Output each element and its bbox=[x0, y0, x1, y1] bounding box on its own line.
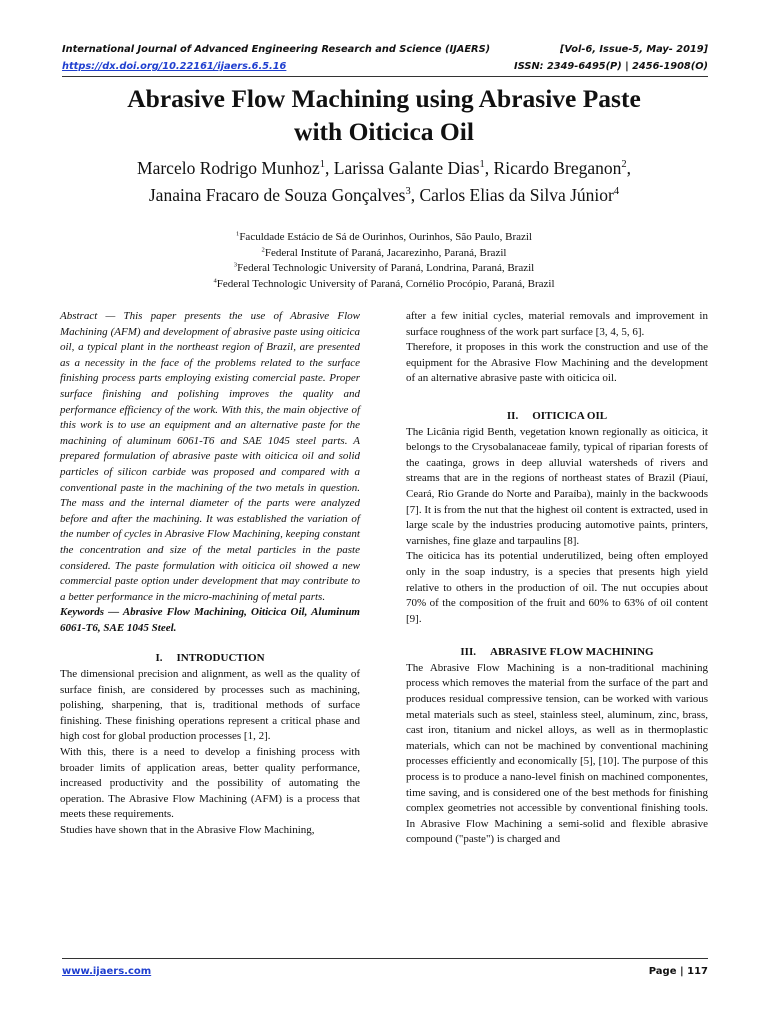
title-line-1: Abrasive Flow Machining using Abrasive Paste bbox=[127, 84, 641, 113]
right-column bbox=[406, 309, 708, 848]
section-number: I. bbox=[155, 652, 163, 665]
journal-name: International Journal of Advanced Engineering Research and Science (IJAERS) bbox=[62, 44, 491, 55]
section-heading-oiticica-oil bbox=[406, 409, 708, 425]
affiliations bbox=[40, 230, 728, 292]
issue-info: [Vol-6, Issue-5, May- 2019] bbox=[559, 44, 708, 55]
affiliation-3 bbox=[40, 261, 728, 277]
author-affil-mark: 1 bbox=[319, 159, 326, 171]
author-separator: , bbox=[626, 158, 631, 178]
author-affil-mark: 2 bbox=[621, 159, 627, 171]
paragraph: The Abrasive Flow Machining is a non-traditional machining process which removes the material from the surface of the part and produces residual compressive tension, can be worked with various metal materials such as steel, stainless steel, aluminum, zinc, brass, cast iron, titanium and nickel alloys, as well as in thermoplastic materials, which can not be machined by conventional machining processes efficiently and economically [5], [10]. The purpose of this process is to produce a nano-level finish on machined componentes, time saving, and is considered one of the best methods for finishing complex geometries not accessible by conventional finishing tools. In Abrasive Flow Machining a semi-solid and flexible abrasive compound ("paste") is charged and bbox=[406, 661, 708, 846]
author-name: , Carlos Elias da Silva Júnior bbox=[410, 185, 614, 205]
section-title: INTRODUCTION bbox=[176, 652, 265, 665]
affiliation-mark: 3 bbox=[233, 261, 238, 269]
author-name: Janaina Fracaro de Souza Gonçalves bbox=[148, 185, 406, 205]
section-number: II. bbox=[506, 409, 519, 422]
paragraph: Therefore, it proposes in this work the construction and use of the equipment for the Abrasive Flow Machining and the development of an alternative abrasive paste with oiticica oil. bbox=[406, 341, 708, 385]
paper-title bbox=[40, 82, 728, 148]
paragraph: The dimensional precision and alignment, as well as the quality of surface finish, are considered by processes such as machining, polishing, sharpening, that is, traditional methods of surface finishing. These finishing operations represent a critical phase and high cost for global production processes [1, 2]. bbox=[60, 668, 360, 743]
affiliation-text: Federal Technologic University of Paraná, Londrina, Paraná, Brazil bbox=[237, 262, 535, 274]
keywords: Keywords — Abrasive Flow Machining, Oiticica Oil, Aluminum 6061-T6, SAE 1045 Steel. bbox=[60, 606, 360, 634]
affiliation-text: Federal Technologic University of Paraná, Cornélio Procópio, Paraná, Brazil bbox=[216, 277, 555, 290]
affiliation-1 bbox=[40, 230, 728, 246]
website-link[interactable]: www.ijaers.com bbox=[62, 966, 152, 977]
issn-info: ISSN: 2349-6495(P) | 2456-1908(O) bbox=[514, 61, 708, 72]
page-number: Page | 117 bbox=[648, 966, 708, 977]
author-name: , Ricardo Breganon bbox=[484, 158, 622, 178]
spacer bbox=[406, 387, 708, 409]
author-list bbox=[40, 155, 728, 209]
paragraph: The Licânia rigid Benth, vegetation known regionally as oiticica, it belongs to the Crysobalanaceae family, typical of riparian forests of the caatinga, grows in deep alluvial watersheds of rivers and streams that are in the regions of northeast states of Brazil (Piauí, Ceará, Rio Grande do Norte and Paraíba), mainly in the backwoods [7]. It is from the nut that the highest oil content is extracted, used in large scale by the industries producing automotive paints, printers, varnishes, fine glaze and tarpaulins [8]. bbox=[406, 425, 708, 547]
paragraph: The oiticica has its potential underutilized, being often employed only in the soap industry, is a species that presents high yield relative to others in the production of oil. The nut occupies about 70% of the composition of the fruit and 60% to 63% of oil content [9]. bbox=[406, 550, 708, 625]
affiliation-mark: 2 bbox=[261, 245, 265, 253]
section-heading-introduction bbox=[60, 651, 360, 667]
author-name: , Larissa Galante Dias bbox=[325, 158, 480, 178]
section-title: OITICICA OIL bbox=[532, 409, 608, 422]
section-heading-abrasive-flow-machining bbox=[406, 645, 708, 661]
spacer bbox=[60, 636, 360, 651]
left-column bbox=[60, 309, 360, 839]
author-affil-mark: 1 bbox=[479, 159, 485, 171]
abstract: Abstract — This paper presents the use of Abrasive Flow Machining (AFM) and development of abrasive paste using oiticica oil, a typical plant in the northeast region of Brazil, are presented as a necessity in the face of the problems related to the surface finishing process parts employing existing comercial paste. Proper surface finishing and polishing improves the quality and performance efficiency of the work. With this, the main objective of this work is to use an equipment and an alternative paste for the machining of aluminum 6061-T6 and SAE 1045 steel parts. A prepared formulation of abrasive paste with oiticica oil and solid particles of silicon carbide was proposed and compared with a conventional paste in the machining of the two metals in question. The mass and the internal diameter of the parts were analyzed before and after the machining. It was established the variation of the number of cycles in Abrasive Flow Machining, keeping constant the concentration and size of the metal particles in the paste considered. The paste formulation with oiticica oil showed a new commercial paste option under development that may contribute to a better performance in the micro-machining of metal parts. bbox=[60, 310, 360, 603]
paragraph: With this, there is a need to develop a finishing process with broader limits of application areas, better quality performance, increased productivity and the possibility of automating the operation. The Abrasive Flow Machining (AFM) is a process that meets these requirements. bbox=[60, 746, 360, 821]
section-number: III. bbox=[460, 646, 476, 659]
affiliation-mark: 4 bbox=[213, 276, 217, 284]
authors-line-1 bbox=[40, 155, 728, 182]
author-affil-mark: 4 bbox=[613, 186, 620, 198]
author-name: Marcelo Rodrigo Munhoz bbox=[137, 158, 320, 178]
title-line-2: with Oiticica Oil bbox=[294, 117, 474, 146]
doi-link[interactable]: https://dx.doi.org/10.22161/ijaers.6.5.16 bbox=[62, 61, 287, 72]
authors-line-2 bbox=[40, 182, 728, 209]
affiliation-text: Faculdade Estácio de Sá de Ourinhos, Ourinhos, São Paulo, Brazil bbox=[239, 231, 532, 243]
header-divider bbox=[62, 76, 708, 77]
paragraph: after a few initial cycles, material removals and improvement in surface roughness of the work part surface [3, 4, 5, 6]. bbox=[406, 310, 708, 338]
footer-divider bbox=[62, 958, 708, 959]
affiliation-mark: 1 bbox=[236, 230, 240, 238]
paragraph: Studies have shown that in the Abrasive Flow Machining, bbox=[60, 824, 315, 836]
section-title: ABRASIVE FLOW MACHINING bbox=[490, 646, 654, 659]
affiliation-text: Federal Institute of Paraná, Jacarezinho, Paraná, Brazil bbox=[264, 246, 507, 259]
author-affil-mark: 3 bbox=[405, 186, 411, 198]
affiliation-4 bbox=[40, 277, 728, 293]
affiliation-2 bbox=[40, 246, 728, 262]
spacer bbox=[406, 627, 708, 645]
